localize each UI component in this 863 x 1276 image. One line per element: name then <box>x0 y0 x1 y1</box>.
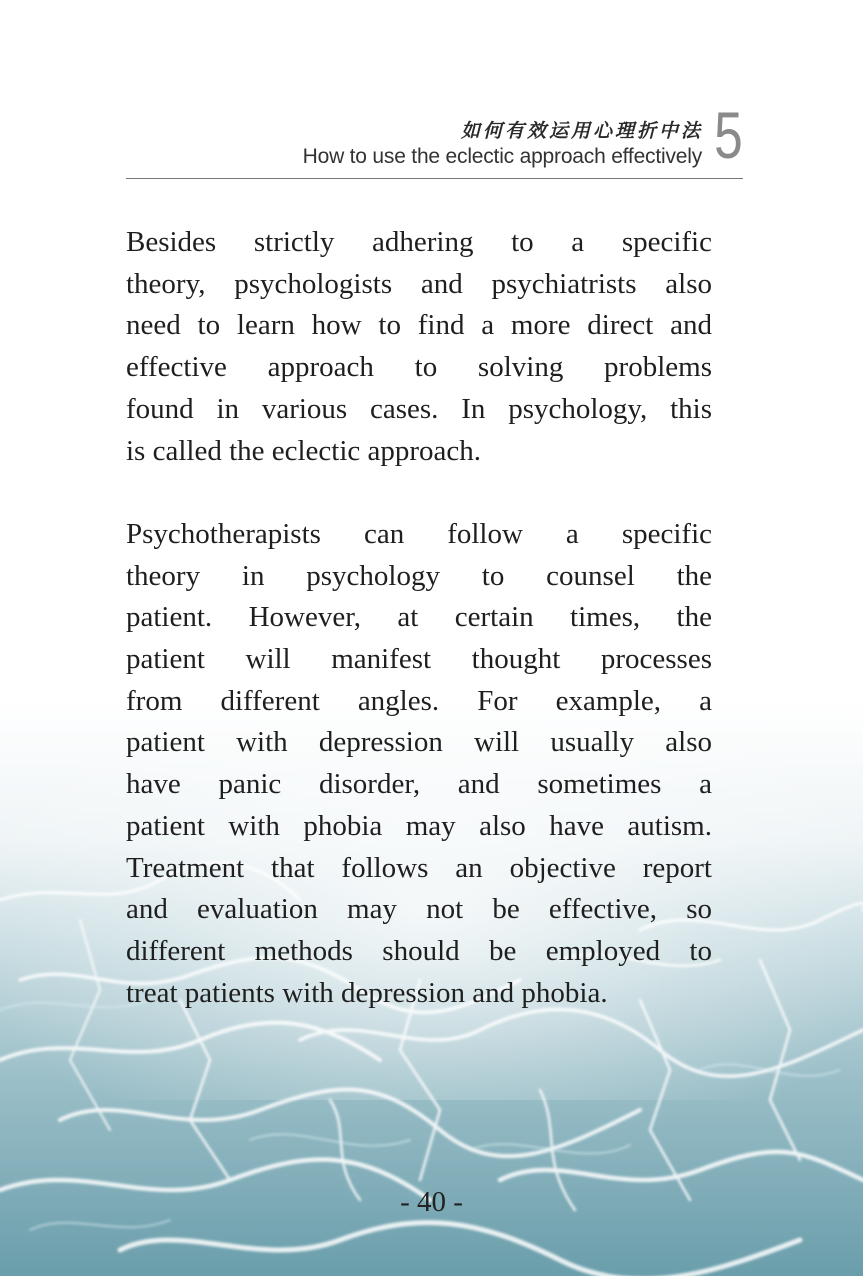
paragraph-line: found in various cases. In psychology, this <box>126 392 712 425</box>
header-divider <box>126 178 743 179</box>
paragraph-line: treat patients with depression and phobia. <box>126 976 608 1009</box>
page-number: - 40 - <box>400 1186 463 1218</box>
paragraph-line: from different angles. For example, a <box>126 684 712 717</box>
paragraph-line: and evaluation may not be effective, so <box>126 893 712 926</box>
paragraph-line: patient with phobia may also have autism. <box>126 809 712 842</box>
paragraph-line: Psychotherapists can follow a specific <box>126 517 712 550</box>
header-title-chinese: 如何有效运用心理折中法 <box>460 120 703 142</box>
paragraph-line: theory in psychology to counsel the <box>126 559 712 592</box>
paragraph-1 <box>126 222 712 472</box>
paragraph-2 <box>126 514 712 1014</box>
paragraph-line: Besides strictly adhering to a specific <box>126 226 712 258</box>
paragraph-line: is called the eclectic approach. <box>126 434 482 467</box>
paragraph-line: effective approach to solving problems <box>126 351 712 384</box>
running-header <box>126 98 743 178</box>
chapter-number: 5 <box>714 98 743 172</box>
paragraph-line: different methods should be employed to <box>126 934 712 967</box>
paragraph-line: patient will manifest thought processes <box>126 643 712 676</box>
paragraph-line: Treatment that follows an objective report <box>126 851 712 884</box>
paragraph-line: patient with depression will usually also <box>126 726 712 759</box>
paragraph-line: theory, psychologists and psychiatrists also <box>126 267 712 300</box>
body-text <box>126 222 712 1014</box>
paragraph-line: have panic disorder, and sometimes a <box>126 768 712 801</box>
header-title-english: How to use the eclectic approach effectively <box>302 145 702 168</box>
paragraph-line: patient. However, at certain times, the <box>126 601 712 634</box>
paragraph-line: need to learn how to find a more direct and <box>126 309 712 342</box>
